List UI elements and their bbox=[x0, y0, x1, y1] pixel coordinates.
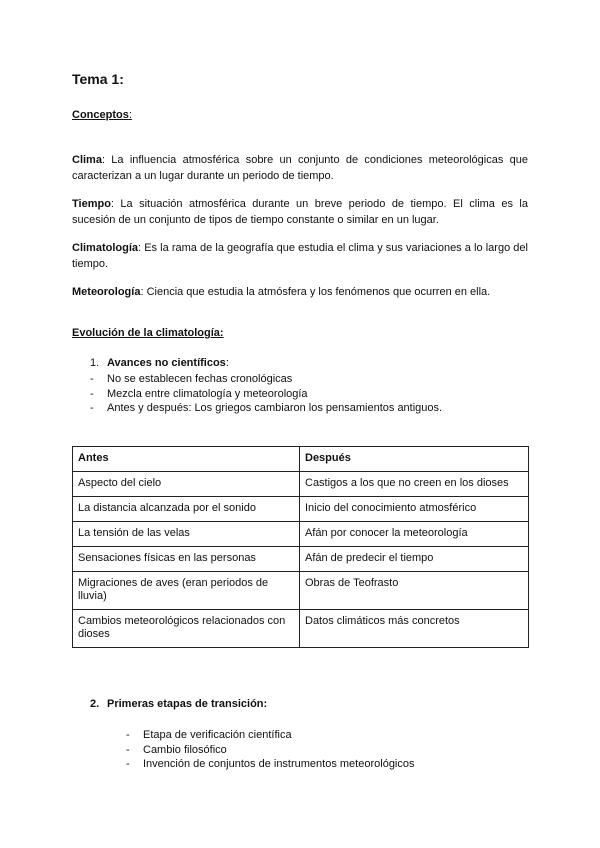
table-row bbox=[73, 547, 529, 572]
conceptos-heading bbox=[72, 109, 132, 121]
bullet-dash: - bbox=[126, 729, 130, 741]
section1-heading bbox=[90, 357, 229, 369]
definition-term: Tiempo bbox=[72, 198, 111, 210]
bullet-text: Invención de conjuntos de instrumentos meteorológicos bbox=[143, 758, 415, 770]
list-item bbox=[126, 728, 415, 743]
definition-meteorologia bbox=[72, 284, 528, 300]
table-cell: Migraciones de aves (eran periodos de lluvia) bbox=[73, 572, 300, 610]
table-row bbox=[73, 472, 529, 497]
bullet-text: Etapa de verificación científica bbox=[143, 729, 292, 741]
definition-term: Meteorología bbox=[72, 286, 141, 298]
list-item bbox=[90, 401, 442, 416]
table-row bbox=[73, 572, 529, 610]
conceptos-heading-text: Conceptos bbox=[72, 109, 129, 121]
section2-heading bbox=[90, 698, 267, 710]
list-item bbox=[90, 387, 442, 402]
conceptos-heading-colon: : bbox=[128, 109, 132, 121]
table-cell: Afán por conocer la meteorología bbox=[300, 522, 529, 547]
bullet-dash: - bbox=[90, 373, 94, 385]
table-cell: La distancia alcanzada por el sonido bbox=[73, 497, 300, 522]
table-cell: Aspecto del cielo bbox=[73, 472, 300, 497]
section1-title: Avances no científicos bbox=[107, 357, 226, 369]
section2-bullet-list bbox=[126, 728, 415, 772]
definition-clima bbox=[72, 152, 528, 184]
section1-bullet-list bbox=[90, 372, 442, 416]
definition-text: : Ciencia que estudia la atmósfera y los fenómenos que ocurren en ella. bbox=[140, 286, 491, 298]
table-cell: Cambios meteorológicos relacionados con dioses bbox=[73, 610, 300, 648]
definition-text: : Es la rama de la geografía que estudia el clima y sus variaciones a lo largo del tiempo. bbox=[72, 242, 528, 270]
bullet-dash: - bbox=[126, 758, 130, 770]
definition-term: Climatología bbox=[72, 242, 139, 254]
definition-text: : La situación atmosférica durante un breve periodo de tiempo. El clima es la sucesión de un conjunto de tipos de tiempo constante o similar en un lugar. bbox=[72, 198, 528, 226]
bullet-text: Mezcla entre climatología y meteorología bbox=[107, 387, 308, 400]
definition-tiempo bbox=[72, 196, 528, 228]
table-cell: Datos climáticos más concretos bbox=[300, 610, 529, 648]
evolucion-heading: Evolución de la climatología: bbox=[72, 327, 224, 339]
section2-title: Primeras etapas de transición: bbox=[107, 698, 268, 710]
table-header-row bbox=[73, 447, 529, 472]
bullet-dash: - bbox=[90, 402, 94, 414]
bullet-text: No se establecen fechas cronológicas bbox=[107, 373, 293, 385]
table-cell: La tensión de las velas bbox=[73, 522, 300, 547]
page-title: Tema 1: bbox=[72, 71, 124, 87]
table-cell: Afán de predecir el tiempo bbox=[300, 547, 529, 572]
table-row bbox=[73, 497, 529, 522]
list-item bbox=[126, 757, 415, 772]
section1-number: 1. bbox=[90, 357, 100, 369]
table-row bbox=[73, 522, 529, 547]
list-item bbox=[90, 372, 442, 387]
bullet-dash: - bbox=[90, 387, 94, 400]
table-cell: Castigos a los que no creen en los dioses bbox=[300, 472, 529, 497]
definition-climatologia bbox=[72, 240, 528, 272]
list-item bbox=[126, 743, 415, 758]
definition-term: Clima bbox=[72, 154, 102, 166]
section1-colon: : bbox=[225, 357, 229, 369]
section2-number: 2. bbox=[90, 698, 100, 710]
bullet-dash: - bbox=[126, 743, 130, 756]
table-row bbox=[73, 610, 529, 648]
table-cell: Obras de Teofrasto bbox=[300, 572, 529, 610]
bullet-text: Cambio filosófico bbox=[143, 743, 227, 756]
definition-text: : La influencia atmosférica sobre un conjunto de condiciones meteorológicas que caracterizan a un lugar durante un periodo de tiempo. bbox=[72, 154, 528, 182]
antes-despues-table bbox=[72, 446, 529, 648]
bullet-text: Antes y después: Los griegos cambiaron los pensamientos antiguos. bbox=[107, 402, 443, 414]
table-cell: Inicio del conocimiento atmosférico bbox=[300, 497, 529, 522]
table-cell: Sensaciones físicas en las personas bbox=[73, 547, 300, 572]
table-header-despues: Después bbox=[300, 447, 529, 472]
table-header-antes: Antes bbox=[73, 447, 300, 472]
